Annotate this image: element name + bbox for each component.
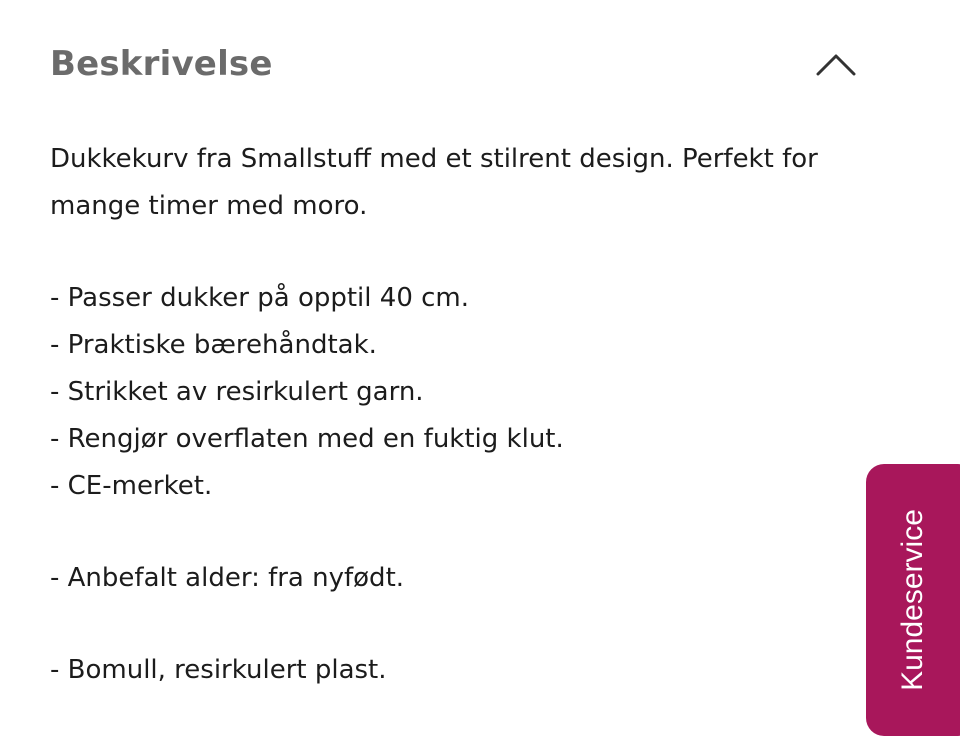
feature-item: - CE-merket.: [50, 471, 213, 501]
description-accordion-header[interactable]: [50, 36, 860, 92]
description-intro-line: mange timer med moro.: [50, 191, 368, 221]
chevron-up-icon[interactable]: [816, 44, 856, 84]
description-intro-line: Dukkekurv fra Smallstuff med et stilrent design. Perfekt for: [50, 144, 818, 174]
description-body: [50, 136, 910, 694]
customer-service-button[interactable]: [866, 464, 960, 736]
feature-item: - Passer dukker på opptil 40 cm.: [50, 283, 470, 313]
feature-item: - Praktiske bærehåndtak.: [50, 330, 377, 360]
accordion-title: Beskrivelse: [50, 44, 273, 84]
material-info: - Bomull, resirkulert plast.: [50, 655, 387, 685]
feature-item: - Rengjør overflaten med en fuktig klut.: [50, 424, 564, 454]
feature-item: - Strikket av resirkulert garn.: [50, 377, 424, 407]
age-recommendation: - Anbefalt alder: fra nyfødt.: [50, 563, 405, 593]
customer-service-label: Kundeservice: [896, 509, 929, 691]
